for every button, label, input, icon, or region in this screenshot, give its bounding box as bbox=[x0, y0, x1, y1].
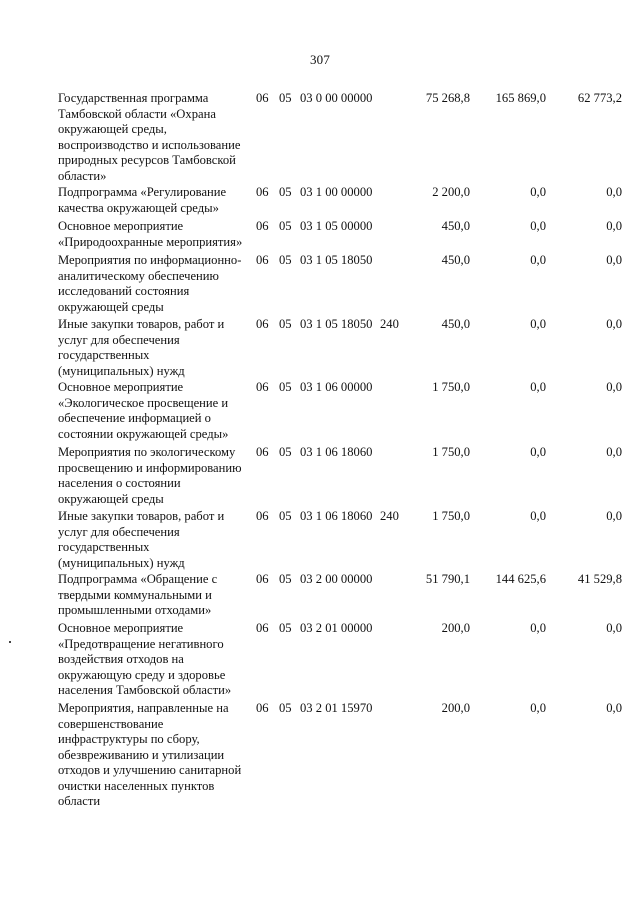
target-article-code: 03 1 06 18060 bbox=[300, 445, 373, 459]
target-article-code: 03 2 01 15970 bbox=[300, 701, 373, 715]
amount-year-1: 450,0 bbox=[441, 253, 470, 267]
amount-year-3: 0,0 bbox=[606, 317, 622, 331]
amount-year-1: 75 268,8 bbox=[425, 91, 470, 105]
row-name: Подпрограмма «Регулирование качества окружающей среды» bbox=[58, 185, 227, 215]
amount-year-2: 165 869,0 bbox=[495, 91, 546, 105]
section-code: 06 bbox=[256, 621, 269, 635]
subsection-code: 05 bbox=[279, 219, 292, 233]
target-article-code: 03 0 00 00000 bbox=[300, 91, 373, 105]
row-name: Мероприятия, направленные на совершенствование инфраструктуры по сбору, обезвреживанию и утилизации отходов и улучшению санитарной очистки населенных пунктов области bbox=[58, 701, 242, 808]
row-name: Мероприятия по экологическому просвещению и информированию населения о состоянии окружающей среды bbox=[58, 445, 242, 506]
amount-year-1: 1 750,0 bbox=[432, 445, 470, 459]
amount-year-3: 0,0 bbox=[606, 701, 622, 715]
amount-year-2: 0,0 bbox=[530, 621, 546, 635]
target-article-code: 03 1 05 18050 bbox=[300, 317, 373, 331]
subsection-code: 05 bbox=[279, 380, 292, 394]
subsection-code: 05 bbox=[279, 91, 292, 105]
section-code: 06 bbox=[256, 317, 269, 331]
amount-year-2: 0,0 bbox=[530, 701, 546, 715]
amount-year-1: 2 200,0 bbox=[432, 185, 470, 199]
amount-year-1: 1 750,0 bbox=[432, 509, 470, 523]
amount-year-2: 144 625,6 bbox=[495, 572, 546, 586]
subsection-code: 05 bbox=[279, 572, 292, 586]
section-code: 06 bbox=[256, 509, 269, 523]
amount-year-3: 0,0 bbox=[606, 445, 622, 459]
amount-year-2: 0,0 bbox=[530, 253, 546, 267]
subsection-code: 05 bbox=[279, 185, 292, 199]
section-code: 06 bbox=[256, 380, 269, 394]
section-code: 06 bbox=[256, 185, 269, 199]
amount-year-3: 62 773,2 bbox=[577, 91, 622, 105]
row-name: Мероприятия по информационно- аналитическому обеспечению исследований состояния окружающей среды bbox=[58, 253, 242, 314]
amount-year-2: 0,0 bbox=[530, 509, 546, 523]
amount-year-3: 0,0 bbox=[606, 621, 622, 635]
scan-speck bbox=[9, 641, 11, 643]
row-name: Иные закупки товаров, работ и услуг для обеспечения государственных (муниципальных) нужд bbox=[58, 317, 225, 378]
section-code: 06 bbox=[256, 91, 269, 105]
amount-year-3: 0,0 bbox=[606, 509, 622, 523]
expense-type-code: 240 bbox=[380, 509, 399, 523]
subsection-code: 05 bbox=[279, 253, 292, 267]
amount-year-1: 1 750,0 bbox=[432, 380, 470, 394]
target-article-code: 03 1 00 00000 bbox=[300, 185, 373, 199]
amount-year-2: 0,0 bbox=[530, 185, 546, 199]
row-name: Основное мероприятие «Природоохранные мероприятия» bbox=[58, 219, 243, 249]
amount-year-1: 450,0 bbox=[441, 219, 470, 233]
amount-year-2: 0,0 bbox=[530, 317, 546, 331]
section-code: 06 bbox=[256, 701, 269, 715]
row-name: Государственная программа Тамбовской области «Охрана окружающей среды, воспроизводство и использование природных ресурсов Тамбовской области» bbox=[58, 91, 241, 183]
target-article-code: 03 1 06 00000 bbox=[300, 380, 373, 394]
amount-year-1: 51 790,1 bbox=[425, 572, 470, 586]
subsection-code: 05 bbox=[279, 317, 292, 331]
target-article-code: 03 2 00 00000 bbox=[300, 572, 373, 586]
section-code: 06 bbox=[256, 572, 269, 586]
row-name: Основное мероприятие «Предотвращение негативного воздействия отходов на окружающую среду и здоровье населения Тамбовской области» bbox=[58, 621, 232, 697]
subsection-code: 05 bbox=[279, 509, 292, 523]
section-code: 06 bbox=[256, 445, 269, 459]
row-name: Подпрограмма «Обращение с твердыми коммунальными и промышленными отходами» bbox=[58, 572, 218, 617]
amount-year-3: 0,0 bbox=[606, 219, 622, 233]
target-article-code: 03 1 05 00000 bbox=[300, 219, 373, 233]
amount-year-2: 0,0 bbox=[530, 445, 546, 459]
amount-year-2: 0,0 bbox=[530, 380, 546, 394]
section-code: 06 bbox=[256, 253, 269, 267]
target-article-code: 03 1 06 18060 bbox=[300, 509, 373, 523]
subsection-code: 05 bbox=[279, 621, 292, 635]
subsection-code: 05 bbox=[279, 445, 292, 459]
row-name: Иные закупки товаров, работ и услуг для обеспечения государственных (муниципальных) нужд bbox=[58, 509, 225, 570]
amount-year-1: 200,0 bbox=[441, 621, 470, 635]
page-number: 307 bbox=[309, 52, 331, 67]
amount-year-3: 0,0 bbox=[606, 253, 622, 267]
amount-year-3: 41 529,8 bbox=[577, 572, 622, 586]
target-article-code: 03 2 01 00000 bbox=[300, 621, 373, 635]
subsection-code: 05 bbox=[279, 701, 292, 715]
amount-year-1: 200,0 bbox=[441, 701, 470, 715]
row-name: Основное мероприятие «Экологическое просвещение и обеспечение информацией о состоянии окружающей среды» bbox=[58, 380, 229, 441]
expense-type-code: 240 bbox=[380, 317, 399, 331]
amount-year-1: 450,0 bbox=[441, 317, 470, 331]
amount-year-3: 0,0 bbox=[606, 185, 622, 199]
amount-year-3: 0,0 bbox=[606, 380, 622, 394]
section-code: 06 bbox=[256, 219, 269, 233]
target-article-code: 03 1 05 18050 bbox=[300, 253, 373, 267]
amount-year-2: 0,0 bbox=[530, 219, 546, 233]
